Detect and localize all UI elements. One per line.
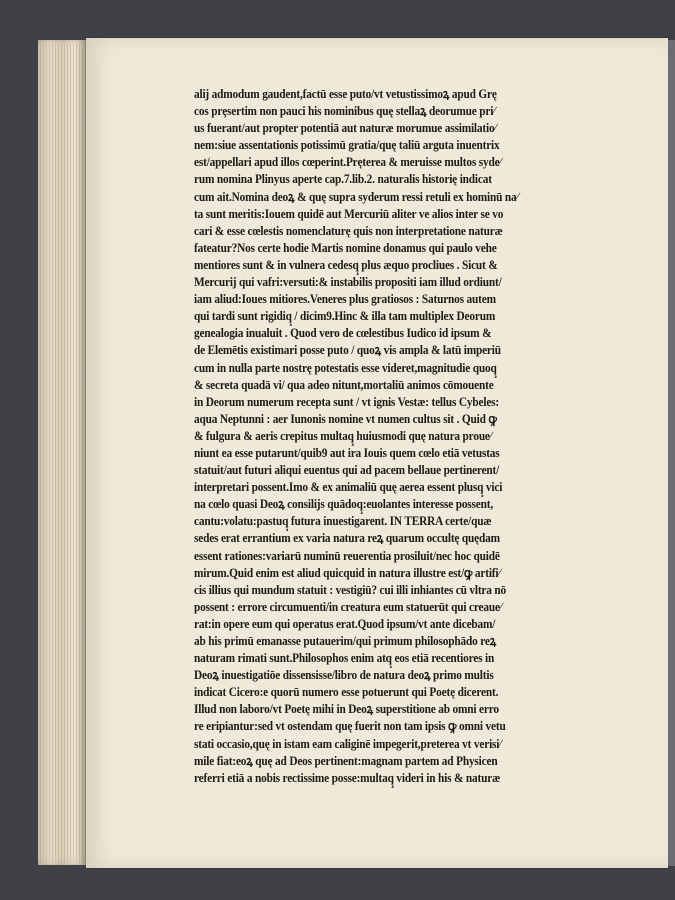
text-line-11: mentiores sunt & in vulnera cedesq̧ plus æquo procliues . Sicut & xyxy=(194,257,498,272)
text-line-5: est/appellari apud illos cœperint.Pręterea & meruisse multos syde∕ xyxy=(194,155,502,170)
text-line-16: de Elemētis existimari posse puto / quoꝝ vis ampla & latū imperiū xyxy=(194,343,501,358)
text-line-17: cum in nulla parte nostrę potestatis esse videret,magnitudie quoq̧ xyxy=(194,360,497,375)
text-line-29: mirum.Quid enim est aliud quicquid in natura illustre est/ꝙ artifi∕ xyxy=(194,565,501,580)
text-line-41: referri etiā a nobis rectissime posse:multaq̧ videri in his & naturæ xyxy=(194,770,501,785)
text-line-30: cis illius qui mundum statuit : vestigiū? cui illi inhiantes cū vltra nō xyxy=(194,582,507,597)
text-line-12: Mercurij qui vafri:versuti:& instabilis propositi iam illud ordiunt/ xyxy=(194,275,502,290)
text-line-19: in Deorum numerum recepta sunt / vt ignis Vestæ: tellus Cybeles: xyxy=(194,394,500,409)
text-line-15: genealogia inualuit . Quod vero de cœlestibus Iudico id ipsum & xyxy=(194,326,492,341)
text-line-13: iam aliud:Ioues mitiores.Veneres plus gratiosos : Saturnos autem xyxy=(194,292,496,307)
text-line-38: re eripiantur:sed vt ostendam quę fuerit non tam ipsis ꝙ omni vetu xyxy=(194,719,506,734)
text-line-20: aqua Neptunni : aer Iunonis nomine vt numen cultus sit . Quid ꝙ xyxy=(194,411,497,426)
text-line-40: mile fiat:eoꝝ quę ad Deos pertinent:magnam partem ad Physicen xyxy=(194,753,498,768)
text-line-4: nem:siue assentationis potissimū gratia/quę taliū arguta inuentrix xyxy=(194,138,500,153)
text-line-6: rum nomina Plinyus aperte cap.7.lib.2. naturalis historię indicat xyxy=(194,172,492,187)
text-line-7: cum ait.Nomina deoꝝ & quę supra syderum ressi retuli ex hominū na∕ xyxy=(194,189,519,204)
text-line-34: naturam rimati sunt.Philosophos enim atq̧ eos etiā recentiores in xyxy=(194,651,495,666)
text-line-33: ab his primū emanasse putauerim/qui primum philosophādo reꝝ xyxy=(194,634,497,648)
page-edges xyxy=(40,44,84,862)
text-line-27: sedes erat errantium ex varia natura reꝝ quarum occultę quędam xyxy=(194,531,500,546)
text-line-3: us fuerant/aut propter potentiā aut naturæ morumue assimilatio∕ xyxy=(194,121,497,136)
text-line-39: stati occasio,quę in istam eam caliginē impegerit,preterea vt verisi∕ xyxy=(194,736,501,751)
text-line-8: ta sunt meritis:Iouem quidē aut Mercuriū aliter ve alios inter se vo xyxy=(194,206,504,221)
text-block xyxy=(194,86,649,787)
text-line-37: Illud non laboro/vt Poetę mihi in Deoꝝ superstitione ab omni erro xyxy=(194,702,499,717)
right-book-edge xyxy=(668,40,675,866)
text-line-25: na cœlo quasi Deoꝝ consilijs quādoq̧:euolantes interesse possent, xyxy=(194,497,493,512)
text-line-22: niunt ea esse putarunt/quib9 aut ira Iouis quem cœlo etiā vetustas xyxy=(194,445,500,460)
text-line-14: qui tardi sunt rigidiq̧ / dicim9.Hinc & illa tam multiplex Deorum xyxy=(194,309,496,324)
text-line-28: essent rationes:variarū numinū reuerentia prosiluit/nec hoc quidē xyxy=(194,548,500,563)
text-line-32: rat:in opere eum qui operatus erat.Quod ipsum/vt ante dicebam/ xyxy=(194,616,496,631)
text-line-36: indicat Cicero:e quorū numero esse potuerunt qui Poetę dicerent. xyxy=(194,685,499,700)
text-line-10: fateatur?Nos certe hodie Martis nomine donamus qui paulo vehe xyxy=(194,240,497,255)
text-line-23: statuit/aut futuri aliqui euentus qui ad pacem bellaue pertinerent/ xyxy=(194,463,500,478)
text-line-21: & fulgura & aeris crepitus multaq̧ huiusmodi quę natura proue∕ xyxy=(194,428,492,443)
text-line-2: cos prȩsertim non pauci his nominibus quę stellaꝝ deorumue pri∕ xyxy=(194,104,495,119)
text-line-31: possent : errore circumuenti/in creatura eum statuerūt qui creaue∕ xyxy=(194,599,502,614)
text-line-9: cari & esse cœlestis nomenclaturę quis non interpretatione naturæ xyxy=(194,223,503,238)
text-line-26: cantu:volatu:pastuq̧ futura inuestigarent. IN TERRA certe/quæ xyxy=(194,514,492,529)
text-line-35: Deoꝝ inuestigatiōe dissensisse/libro de natura deoꝝ primo multis xyxy=(194,668,494,683)
text-line-1: alij admodum gaudent,factū esse puto/vt vetustissimoꝝ apud Grę xyxy=(194,87,497,101)
text-line-18: & secreta quadā vi/ qua adeo nitunt,mortaliū animos cōmouente xyxy=(194,377,494,392)
text-line-24: interpretari possent.Imo & ex animaliū quę aerea essent plusq̧ vici xyxy=(194,480,503,495)
